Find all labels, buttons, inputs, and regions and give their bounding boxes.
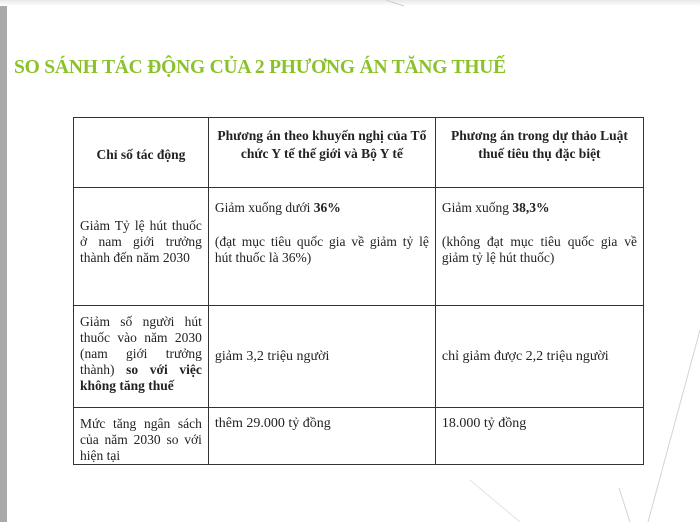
slide-title: SO SÁNH TÁC ĐỘNG CỦA 2 PHƯƠNG ÁN TĂNG THUẾ — [14, 57, 506, 78]
table-row — [74, 306, 644, 408]
table-row — [74, 408, 644, 465]
deco-line-bottom-1 — [619, 488, 630, 522]
cell-draft-smokers-reduction: chỉ giảm được 2,2 triệu người — [435, 306, 643, 408]
header-impact-index — [74, 118, 209, 188]
draft-smoking-rate-line — [442, 200, 637, 216]
cell-who-budget-increase: thêm 29.000 tỷ đồng — [208, 408, 435, 465]
cell-draft-smoking-rate — [435, 188, 643, 306]
row-label-smoking-rate: Giảm Tỷ lệ hút thuốc ở nam giới trưởng thành đến năm 2030 — [74, 188, 209, 306]
who-smoking-rate-value: 36% — [313, 200, 341, 215]
header-impact-index-label: Chỉ số tác động — [96, 146, 186, 162]
who-smoking-rate-line — [215, 200, 429, 216]
draft-smoking-rate-prefix: Giảm xuống — [441, 200, 513, 215]
row-label-budget-increase: Mức tăng ngân sách của năm 2030 so với hiện tại — [74, 408, 209, 465]
row-label-smokers-reduction — [74, 306, 209, 408]
cell-who-smokers-reduction: giảm 3,2 triệu người — [208, 306, 435, 408]
draft-smoking-rate-value: 38,3% — [512, 200, 550, 215]
draft-smoking-rate-note: (không đạt mục tiêu quốc gia về giảm tỷ lệ hút thuốc) — [441, 234, 637, 265]
table-row — [74, 188, 644, 306]
deco-line-right — [648, 330, 700, 522]
row-label-smokers-reduction-plain: Giảm số người hút thuốc vào năm 2030 (nam giới trưởng thành) — [80, 314, 202, 377]
who-smoking-rate-note: (đạt mục tiêu quốc gia về giảm tỷ lệ hút thuốc là 36%) — [214, 234, 429, 265]
table-header-row — [74, 118, 644, 188]
deco-line-top — [386, 0, 404, 6]
who-smoking-rate-prefix: Giảm xuống dưới — [214, 200, 314, 215]
header-who-option: Phương án theo khuyến nghị của Tổ chức Y tế thế giới và Bộ Y tế — [208, 118, 435, 188]
header-draft-option: Phương án trong dự thảo Luật thuế tiêu thụ đặc biệt — [435, 118, 643, 188]
comparison-table — [73, 117, 644, 465]
cell-who-smoking-rate — [208, 188, 435, 306]
cell-draft-budget-increase: 18.000 tỷ đồng — [435, 408, 643, 465]
row-label-smokers-reduction-bold: so với việc không tăng thuế — [80, 362, 202, 393]
deco-line-bottom-2 — [470, 480, 520, 522]
